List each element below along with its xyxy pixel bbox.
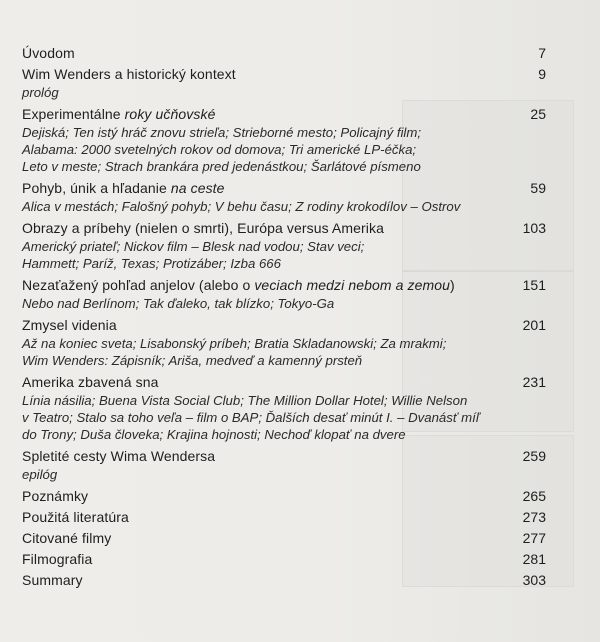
toc-entry-filmografia (22, 550, 546, 569)
toc-entry-spletite-cesty (22, 447, 546, 483)
toc-film-list-line: v Teatro; Stalo sa toho veľa – film o BAP; Ďalších desať minút I. – Dvanásť míľ (22, 410, 480, 425)
toc-entry-citovane-filmy (22, 529, 546, 548)
toc-page-number: 259 (522, 448, 546, 464)
toc-title: Úvodom (22, 45, 75, 61)
toc-title-part: Nezaťažený pohľad anjelov (alebo o (22, 277, 255, 293)
toc-entry-experimentalne-roky (22, 105, 546, 175)
toc-entry-obrazy-a-pribehy (22, 219, 546, 272)
toc-page-number: 25 (530, 106, 546, 122)
toc-title-part: Pohyb, únik a hľadanie (22, 180, 171, 196)
toc-title-italic-part: na ceste (170, 180, 225, 196)
toc-entry-historicky-kontext (22, 65, 546, 101)
toc-title: Použitá literatúra (22, 509, 129, 525)
toc-entry-pouzita-literatura (22, 508, 546, 527)
toc-title: Obrazy a príbehy (nielen o smrti), Európa versus Amerika (22, 220, 384, 236)
toc-film-list-line: Alabama: 2000 svetelných rokov od domova; Tri americké LP-éčka; (22, 142, 417, 157)
toc-page-number: 103 (522, 220, 546, 236)
toc-page-number: 231 (522, 374, 546, 390)
toc-page-number: 59 (530, 180, 546, 196)
toc-entry-poznamky (22, 487, 546, 506)
toc-title-italic-part: veciach medzi nebom a zemou (254, 277, 451, 293)
toc-film-list-line: Hammett; Paríž, Texas; Protizáber; Izba 666 (22, 256, 281, 271)
toc-page-number: 7 (538, 45, 546, 61)
toc-page-number: 273 (522, 509, 546, 525)
toc-film-list-line: Leto v meste; Strach brankára pred jedenástkou; Šarlátové písmeno (22, 159, 421, 174)
toc-film-list-line: Línia násilia; Buena Vista Social Club; The Million Dollar Hotel; Willie Nelson (22, 393, 468, 408)
toc-title: Summary (22, 572, 83, 588)
toc-subtitle: epilóg (22, 467, 58, 482)
toc-title-part: ) (450, 277, 455, 293)
toc-page-number: 9 (538, 66, 546, 82)
toc-entry-summary (22, 571, 546, 590)
toc-title: Wim Wenders a historický kontext (22, 66, 236, 82)
toc-film-list-line: Americký priateľ; Nickov film – Blesk nad vodou; Stav veci; (22, 239, 365, 254)
toc-title-italic-part: roky učňovské (124, 106, 216, 122)
toc-entry-pohlad-anjelov (22, 276, 546, 312)
toc-entry-amerika-zbavena-sna (22, 373, 546, 443)
toc-page-number: 277 (522, 530, 546, 546)
toc-title (22, 105, 215, 124)
toc-page-number: 151 (522, 277, 546, 293)
toc-page-number: 303 (522, 572, 546, 588)
toc-title: Spletité cesty Wima Wendersa (22, 448, 216, 464)
toc-title: Zmysel videnia (22, 317, 117, 333)
toc-subtitle: prológ (22, 85, 59, 100)
toc-title: Citované filmy (22, 530, 112, 546)
toc-title-part: Experimentálne (22, 106, 125, 122)
toc-film-list-line: Nebo nad Berlínom; Tak ďaleko, tak blízko; Tokyo-Ga (22, 296, 335, 311)
toc-page-number: 265 (522, 488, 546, 504)
toc-page-number: 201 (522, 317, 546, 333)
toc-film-list-line: Až na koniec sveta; Lisabonský príbeh; Bratia Skladanowski; Za mrakmi; (22, 336, 447, 351)
toc-film-list-line: do Trony; Duša človeka; Krajina hojnosti; Nechoď klopať na dvere (22, 427, 406, 442)
toc-film-list-line: Dejiská; Ten istý hráč znovu strieľa; Strieborné mesto; Policajný film; (22, 125, 422, 140)
toc-title (22, 276, 455, 295)
toc-entry-pohyb-unik (22, 179, 546, 215)
toc-film-list-line: Wim Wenders: Zápisník; Ariša, medveď a kamenný prsteň (22, 353, 363, 368)
table-of-contents (22, 44, 546, 592)
toc-film-list-line: Alica v mestách; Falošný pohyb; V behu času; Z rodiny krokodílov – Ostrov (22, 199, 461, 214)
toc-entry-zmysel-videnia (22, 316, 546, 369)
toc-title: Amerika zbavená sna (22, 374, 159, 390)
toc-title: Poznámky (22, 488, 89, 504)
toc-title: Filmografia (22, 551, 93, 567)
toc-page-number: 281 (522, 551, 546, 567)
toc-entry-uvodom (22, 44, 546, 63)
toc-title (22, 179, 225, 198)
